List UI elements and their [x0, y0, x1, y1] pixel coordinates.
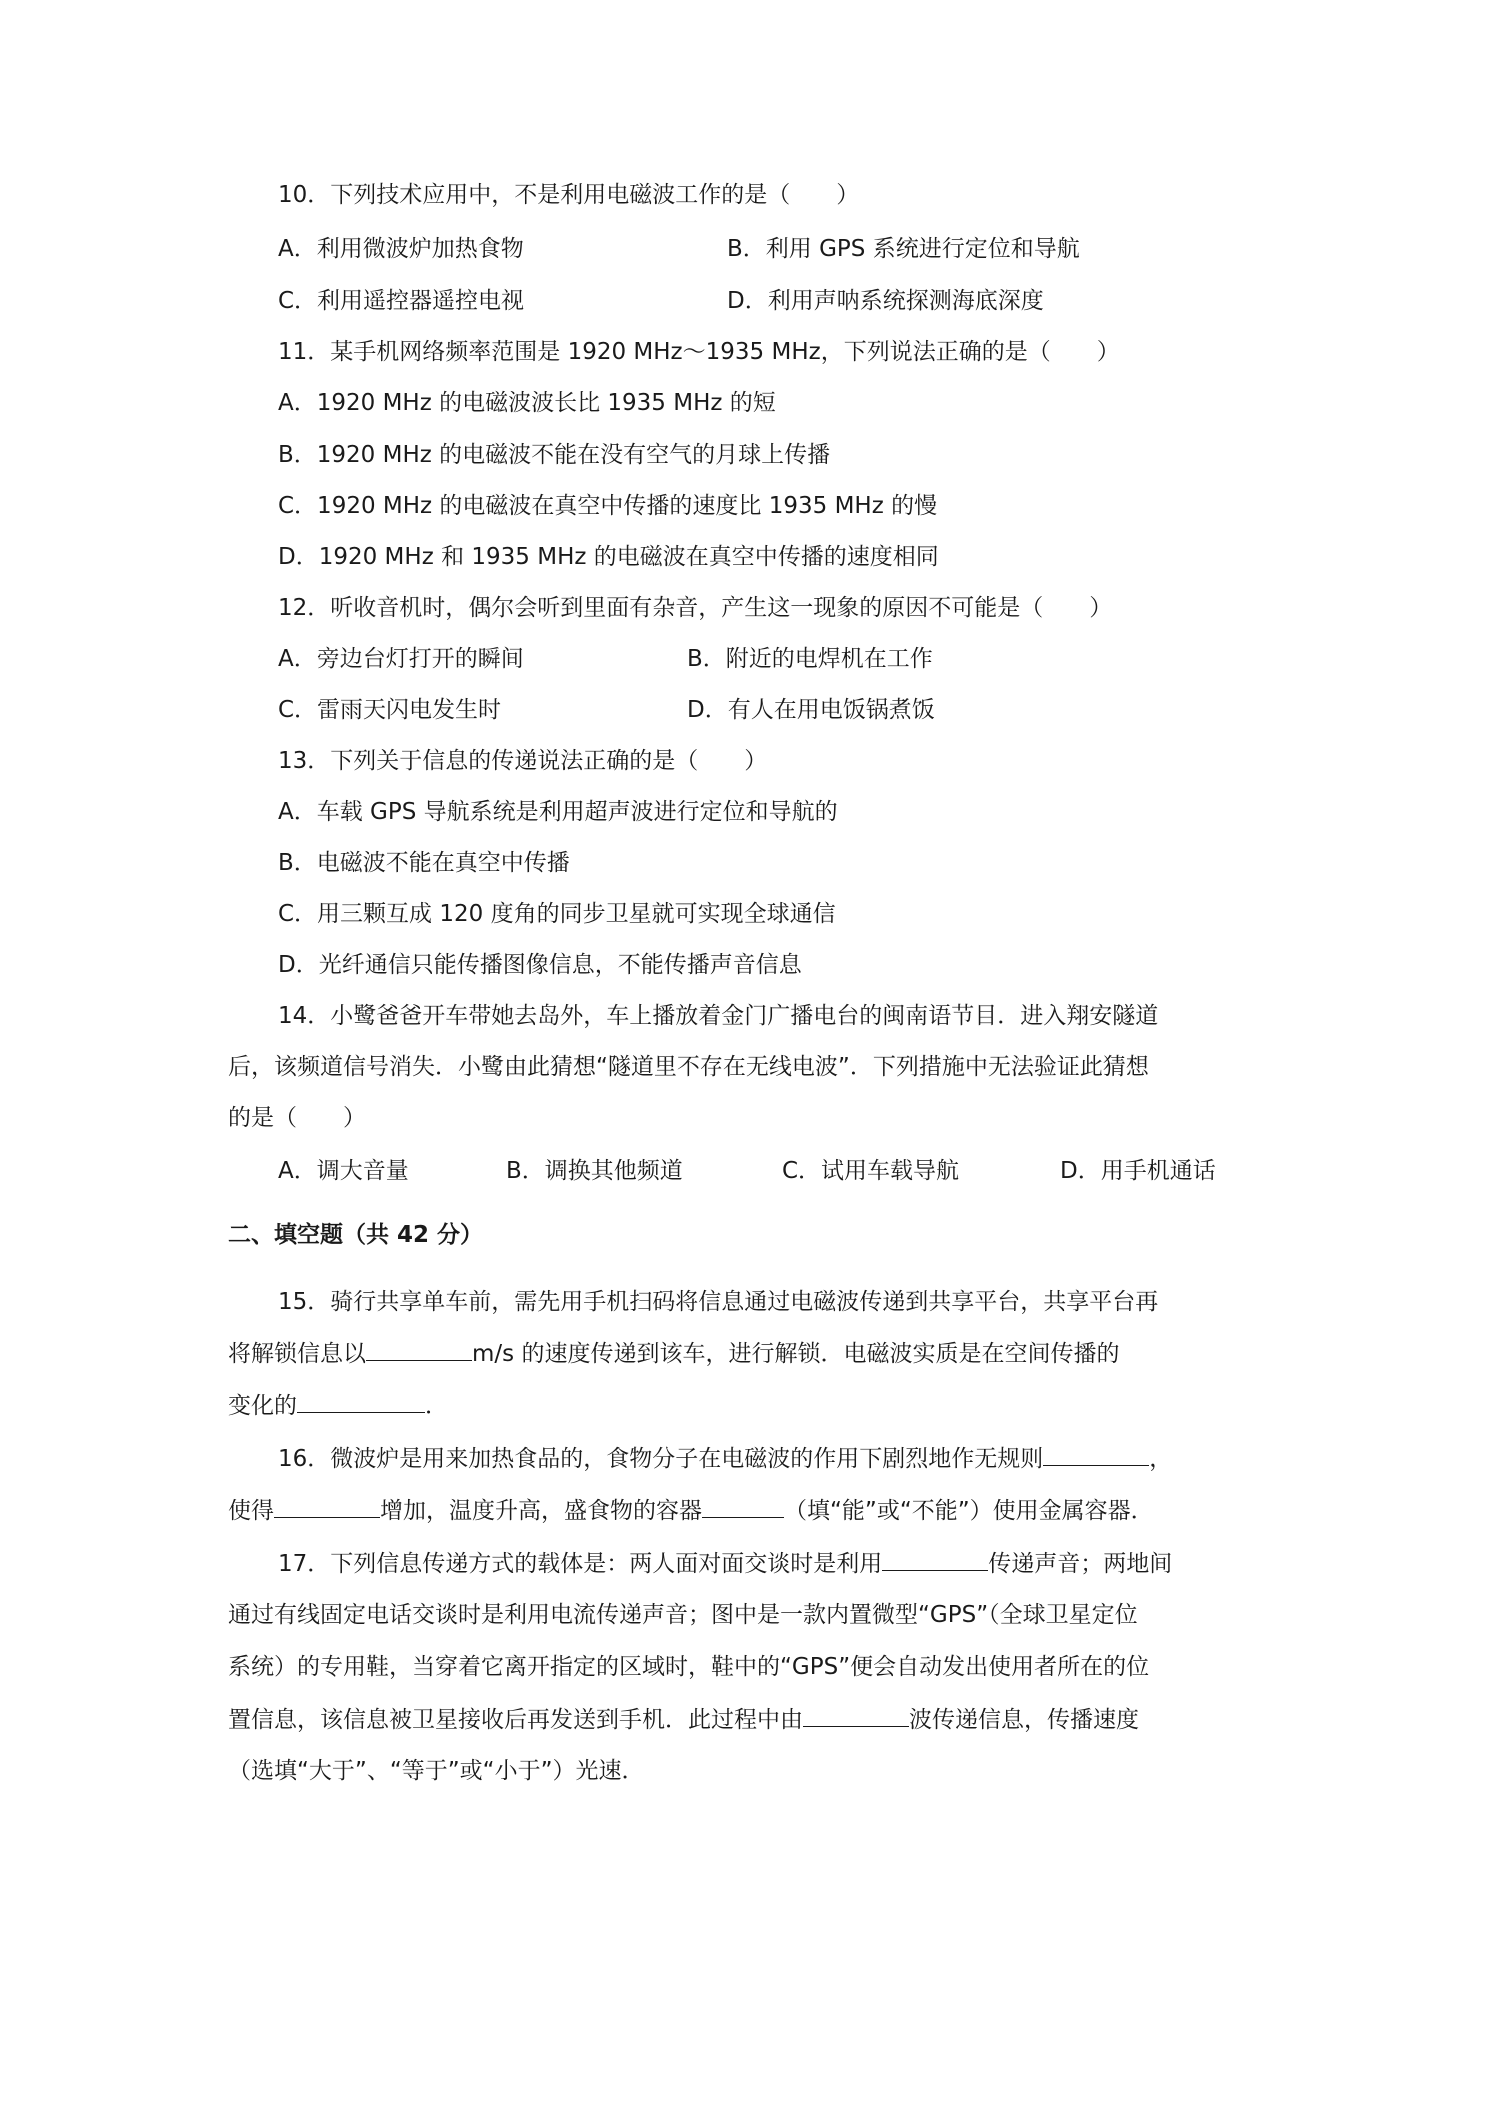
q17-blank-1[interactable]: [882, 1548, 988, 1571]
q11-option-b: B．1920 MHz 的电磁波不能在没有空气的月球上传播: [278, 442, 831, 468]
q15-line3: [228, 1390, 448, 1421]
q10-option-c: C．利用遥控器遥控电视: [278, 288, 525, 314]
q17-line3: 系统）的专用鞋，当穿着它离开指定的区域时，鞋中的“GPS”便会自动发出使用者所在的位: [228, 1654, 1150, 1680]
q12-stem: 12．听收音机时，偶尔会听到里面有杂音，产生这一现象的原因不可能是（ ）: [278, 595, 1113, 621]
q16-line1-text-a: 16．微波炉是用来加热食品的，食物分子在电磁波的作用下剧烈地作无规则: [278, 1446, 1044, 1472]
q16-line2-text-b: 增加，温度升高，盛食物的容器: [380, 1498, 702, 1524]
q13-option-a: A．车载 GPS 导航系统是利用超声波进行定位和导航的: [278, 799, 838, 825]
q15-line3-text-b: ．: [425, 1393, 448, 1419]
q13-stem: 13．下列关于信息的传递说法正确的是（ ）: [278, 748, 768, 774]
q10-stem: 10．下列技术应用中，不是利用电磁波工作的是（ ）: [278, 182, 860, 208]
q10-option-d: D．利用声呐系统探测海底深度: [727, 288, 1044, 314]
q14-option-a: A．调大音量: [278, 1158, 409, 1184]
q12-option-a: A．旁边台灯打开的瞬间: [278, 646, 524, 672]
q14-stem-line1: 14．小鹭爸爸开车带她去岛外，车上播放着金门广播电台的闽南语节目．进入翔安隧道: [278, 1003, 1159, 1029]
q17-line1: [278, 1548, 1172, 1579]
q16-blank-3[interactable]: [702, 1495, 784, 1518]
q17-line5: （选填“大于”、“等于”或“小于”）光速．: [228, 1758, 645, 1784]
q17-line4-text-a: 置信息，该信息被卫星接收后再发送到手机．此过程中由: [228, 1707, 803, 1733]
q14-option-b: B．调换其他频道: [506, 1158, 683, 1184]
q15-line3-text-a: 变化的: [228, 1393, 297, 1419]
q17-line2: 通过有线固定电话交谈时是利用电流传递声音；图中是一款内置微型“GPS”（全球卫星定位: [228, 1602, 1138, 1628]
q12-option-b: B．附近的电焊机在工作: [687, 646, 933, 672]
q17-line1-text-a: 17．下列信息传递方式的载体是：两人面对面交谈时是利用: [278, 1551, 883, 1577]
q14-stem-line2: 后，该频道信号消失．小鹭由此猜想“隧道里不存在无线电波”．下列措施中无法验证此猜想: [228, 1054, 1149, 1080]
q17-line4-text-b: 波传递信息，传播速度: [909, 1707, 1139, 1733]
q15-blank-1[interactable]: [366, 1338, 472, 1361]
q14-stem-line3: 的是（ ）: [228, 1105, 366, 1131]
q15-line2-text-b: m/s 的速度传递到该车，进行解锁．电磁波实质是在空间传播的: [472, 1341, 1120, 1367]
q15-line2: [228, 1338, 1119, 1369]
q12-option-d: D．有人在用电饭锅煮饭: [687, 697, 935, 723]
q13-option-c: C．用三颗互成 120 度角的同步卫星就可实现全球通信: [278, 901, 836, 927]
q16-line1-text-b: ，: [1149, 1446, 1173, 1472]
q15-blank-2[interactable]: [297, 1390, 425, 1413]
q17-line1-text-b: 传递声音；两地间: [988, 1551, 1173, 1577]
q16-line1: [278, 1443, 1172, 1474]
q16-line2: [228, 1495, 1154, 1526]
q12-option-c: C．雷雨天闪电发生时: [278, 697, 502, 723]
q11-option-a: A．1920 MHz 的电磁波波长比 1935 MHz 的短: [278, 390, 776, 416]
q15-line2-text-a: 将解锁信息以: [228, 1341, 366, 1367]
q16-line2-text-c: （填“能”或“不能”）使用金属容器．: [784, 1498, 1154, 1524]
q16-blank-1[interactable]: [1043, 1443, 1149, 1466]
q11-option-c: C．1920 MHz 的电磁波在真空中传播的速度比 1935 MHz 的慢: [278, 493, 938, 519]
section-2-heading: 二、填空题（共 42 分）: [228, 1222, 484, 1248]
q13-option-b: B．电磁波不能在真空中传播: [278, 850, 570, 876]
q13-option-d: D．光纤通信只能传播图像信息，不能传播声音信息: [278, 952, 802, 978]
q11-option-d: D．1920 MHz 和 1935 MHz 的电磁波在真空中传播的速度相同: [278, 544, 939, 570]
q17-blank-2[interactable]: [803, 1704, 909, 1727]
q17-line4: [228, 1704, 1139, 1735]
q10-option-b: B．利用 GPS 系统进行定位和导航: [727, 236, 1080, 262]
q15-line1: 15．骑行共享单车前，需先用手机扫码将信息通过电磁波传递到共享平台，共享平台再: [278, 1289, 1159, 1315]
q16-blank-2[interactable]: [274, 1495, 380, 1518]
q11-stem: 11．某手机网络频率范围是 1920 MHz～1935 MHz，下列说法正确的是（ ）: [278, 339, 1120, 365]
q14-option-d: D．用手机通话: [1060, 1158, 1216, 1184]
q16-line2-text-a: 使得: [228, 1498, 274, 1524]
q10-option-a: A．利用微波炉加热食物: [278, 236, 524, 262]
q14-option-c: C．试用车载导航: [782, 1158, 960, 1184]
